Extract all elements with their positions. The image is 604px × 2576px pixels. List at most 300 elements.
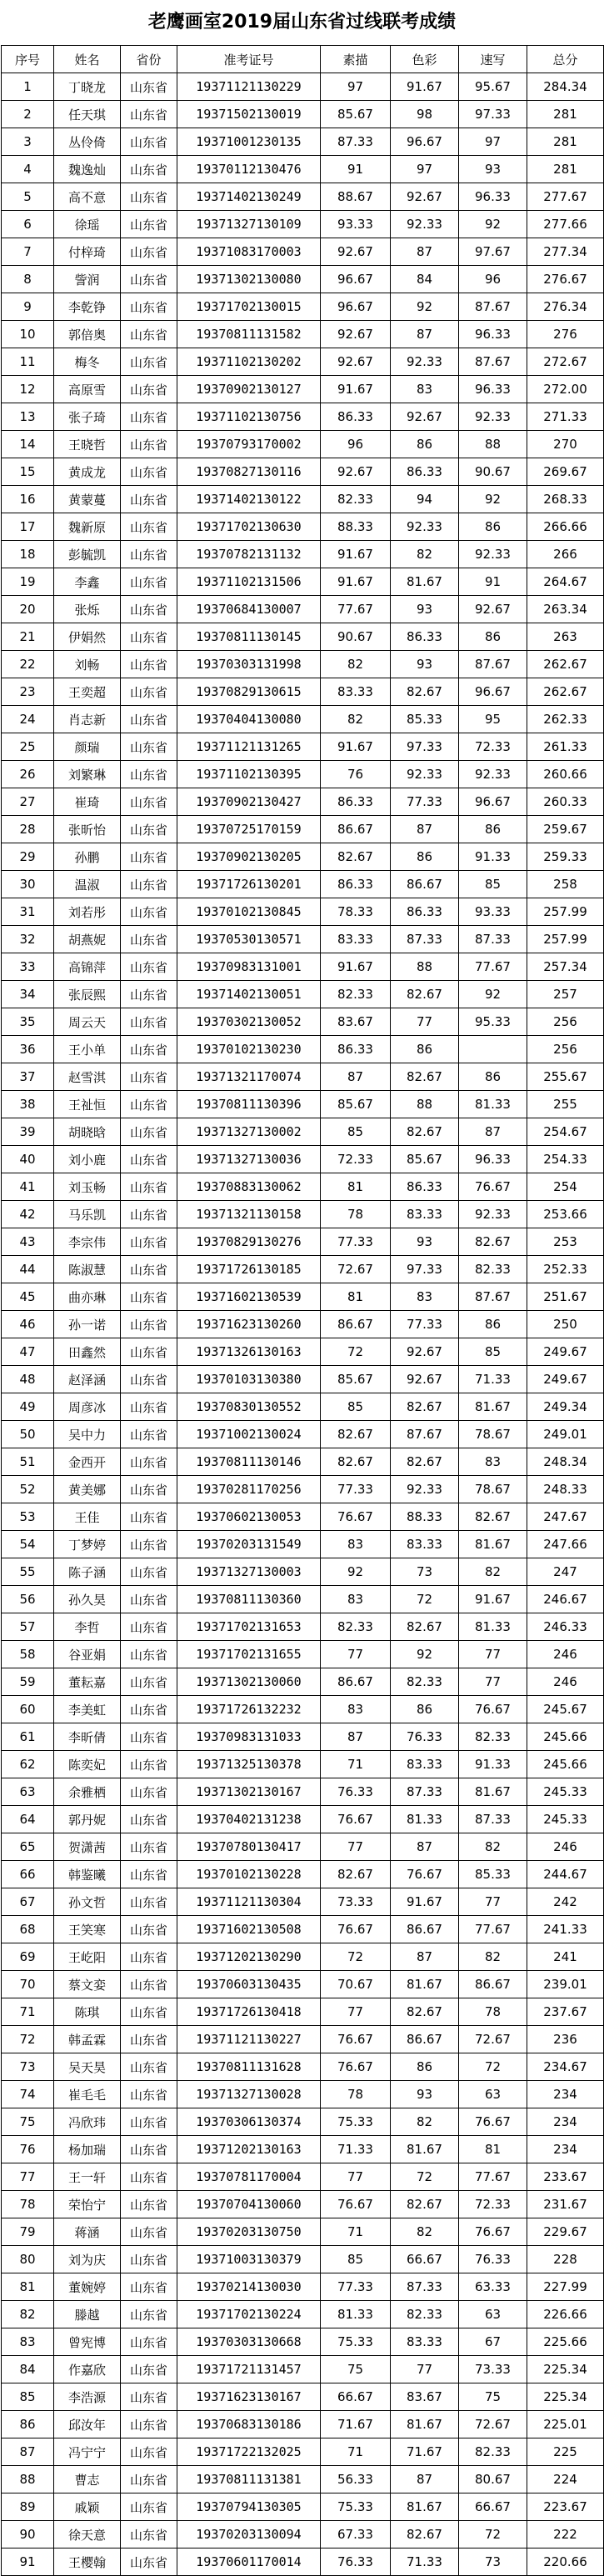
cell-color: 86 — [391, 431, 459, 458]
table-row — [2, 266, 604, 293]
cell-total: 254.33 — [527, 1146, 604, 1173]
cell-color: 82.67 — [391, 1118, 459, 1146]
cell-ticket: 19370112130476 — [177, 156, 321, 183]
cell-sketch: 82.67 — [321, 843, 391, 871]
cell-color: 84 — [391, 266, 459, 293]
cell-name: 王佳 — [54, 1503, 121, 1531]
cell-name: 孙久昊 — [54, 1586, 121, 1613]
cell-color: 87.67 — [391, 1421, 459, 1448]
cell-ticket: 19371102131506 — [177, 568, 321, 596]
cell-color: 97.33 — [391, 1256, 459, 1283]
cell-quick-sketch: 76.67 — [459, 1696, 527, 1723]
table-row — [2, 1943, 604, 1971]
cell-sketch: 77.33 — [321, 1476, 391, 1503]
cell-index: 58 — [2, 1641, 54, 1668]
cell-index: 54 — [2, 1531, 54, 1558]
cell-province: 山东省 — [121, 266, 177, 293]
cell-quick-sketch: 73 — [459, 2548, 527, 2576]
cell-sketch: 71.67 — [321, 2411, 391, 2438]
cell-sketch: 83.33 — [321, 678, 391, 706]
cell-ticket: 19370827130116 — [177, 458, 321, 486]
cell-ticket: 19371083170003 — [177, 238, 321, 266]
cell-total: 281 — [527, 101, 604, 128]
cell-sketch: 75 — [321, 2356, 391, 2383]
cell-index: 61 — [2, 1723, 54, 1751]
table-row — [2, 1448, 604, 1476]
cell-index: 35 — [2, 1008, 54, 1036]
table-row — [2, 1476, 604, 1503]
cell-ticket: 19370725170159 — [177, 816, 321, 843]
cell-province: 山东省 — [121, 1063, 177, 1091]
cell-name: 王奕超 — [54, 678, 121, 706]
cell-sketch: 85 — [321, 1118, 391, 1146]
cell-color: 82.67 — [391, 1063, 459, 1091]
cell-total: 234.67 — [527, 2053, 604, 2081]
cell-province: 山东省 — [121, 623, 177, 651]
cell-total: 263.34 — [527, 596, 604, 623]
table-row — [2, 788, 604, 816]
cell-total: 223.67 — [527, 2493, 604, 2521]
cell-sketch: 71 — [321, 2218, 391, 2246]
cell-quick-sketch: 82 — [459, 1833, 527, 1861]
cell-name: 孙一诺 — [54, 1311, 121, 1338]
cell-total: 276.34 — [527, 293, 604, 321]
cell-total: 259.67 — [527, 816, 604, 843]
cell-color: 92.33 — [391, 348, 459, 376]
cell-color: 92.33 — [391, 761, 459, 788]
cell-color: 82.67 — [391, 1998, 459, 2026]
cell-sketch: 90.67 — [321, 623, 391, 651]
cell-name: 崔毛毛 — [54, 2081, 121, 2108]
table-row — [2, 1201, 604, 1228]
table-row — [2, 1668, 604, 1696]
cell-color: 86.33 — [391, 1173, 459, 1201]
cell-sketch: 77 — [321, 1998, 391, 2026]
cell-ticket: 19370883130062 — [177, 1173, 321, 1201]
cell-quick-sketch: 63.33 — [459, 2273, 527, 2301]
cell-index: 44 — [2, 1256, 54, 1283]
cell-color: 82 — [391, 2108, 459, 2136]
cell-total: 242 — [527, 1888, 604, 1916]
cell-total: 258 — [527, 871, 604, 898]
cell-province: 山东省 — [121, 1971, 177, 1998]
cell-quick-sketch: 91.33 — [459, 843, 527, 871]
cell-index: 13 — [2, 403, 54, 431]
cell-ticket: 19370983131001 — [177, 953, 321, 981]
cell-quick-sketch: 81.67 — [459, 1393, 527, 1421]
cell-index: 77 — [2, 2163, 54, 2191]
table-row — [2, 1558, 604, 1586]
cell-sketch: 77 — [321, 1833, 391, 1861]
cell-sketch: 76.67 — [321, 2053, 391, 2081]
cell-province: 山东省 — [121, 1366, 177, 1393]
cell-total: 228 — [527, 2246, 604, 2273]
table-row — [2, 1888, 604, 1916]
table-row — [2, 1531, 604, 1558]
cell-name: 余雅栖 — [54, 1778, 121, 1806]
cell-index: 7 — [2, 238, 54, 266]
cell-color: 86 — [391, 843, 459, 871]
cell-province: 山东省 — [121, 238, 177, 266]
cell-name: 陈子涵 — [54, 1558, 121, 1586]
table-row — [2, 1998, 604, 2026]
cell-quick-sketch: 87.33 — [459, 1806, 527, 1833]
cell-province: 山东省 — [121, 2301, 177, 2328]
cell-index: 80 — [2, 2246, 54, 2273]
cell-province: 山东省 — [121, 981, 177, 1008]
cell-name: 金西开 — [54, 1448, 121, 1476]
cell-total: 234 — [527, 2108, 604, 2136]
cell-total: 261.33 — [527, 733, 604, 761]
cell-name: 谷亚娟 — [54, 1641, 121, 1668]
cell-index: 20 — [2, 596, 54, 623]
cell-color: 82.33 — [391, 1668, 459, 1696]
cell-total: 281 — [527, 156, 604, 183]
cell-index: 26 — [2, 761, 54, 788]
cell-sketch: 82.67 — [321, 1421, 391, 1448]
cell-total: 257.34 — [527, 953, 604, 981]
cell-ticket: 19370303130668 — [177, 2328, 321, 2356]
cell-province: 山东省 — [121, 1008, 177, 1036]
cell-quick-sketch: 91.67 — [459, 1586, 527, 1613]
cell-province: 山东省 — [121, 211, 177, 238]
cell-province: 山东省 — [121, 1916, 177, 1943]
table-row — [2, 2548, 604, 2576]
cell-ticket: 19371623130167 — [177, 2383, 321, 2411]
cell-ticket: 19370603130435 — [177, 1971, 321, 1998]
cell-quick-sketch: 81.67 — [459, 1531, 527, 1558]
cell-quick-sketch: 92 — [459, 981, 527, 1008]
cell-sketch: 72.67 — [321, 1256, 391, 1283]
cell-ticket: 19371702130630 — [177, 513, 321, 541]
cell-sketch: 85.67 — [321, 101, 391, 128]
cell-index: 30 — [2, 871, 54, 898]
cell-quick-sketch: 71.33 — [459, 1366, 527, 1393]
table-row — [2, 2356, 604, 2383]
cell-color: 82.67 — [391, 1393, 459, 1421]
cell-sketch: 88.33 — [321, 513, 391, 541]
cell-quick-sketch: 95 — [459, 706, 527, 733]
cell-province: 山东省 — [121, 2273, 177, 2301]
table-row — [2, 2191, 604, 2218]
cell-name: 刘若彤 — [54, 898, 121, 926]
cell-quick-sketch: 76.33 — [459, 2246, 527, 2273]
cell-index: 37 — [2, 1063, 54, 1091]
cell-ticket: 19370811131582 — [177, 321, 321, 348]
cell-total: 284.34 — [527, 73, 604, 101]
table-row — [2, 101, 604, 128]
cell-ticket: 19370902130427 — [177, 788, 321, 816]
cell-quick-sketch: 82.67 — [459, 1228, 527, 1256]
cell-total: 245.66 — [527, 1751, 604, 1778]
header-cell-total: 总分 — [527, 46, 604, 73]
table-row — [2, 73, 604, 101]
cell-index: 28 — [2, 816, 54, 843]
cell-province: 山东省 — [121, 1256, 177, 1283]
cell-index: 62 — [2, 1751, 54, 1778]
cell-color: 85.67 — [391, 1146, 459, 1173]
table-row — [2, 321, 604, 348]
cell-name: 张子琦 — [54, 403, 121, 431]
cell-total: 249.01 — [527, 1421, 604, 1448]
cell-name: 刘玉畅 — [54, 1173, 121, 1201]
table-row — [2, 2328, 604, 2356]
cell-province: 山东省 — [121, 1503, 177, 1531]
cell-quick-sketch: 87.33 — [459, 926, 527, 953]
cell-color: 72 — [391, 2163, 459, 2191]
cell-ticket: 19371726130201 — [177, 871, 321, 898]
cell-total: 257 — [527, 981, 604, 1008]
cell-total: 264.67 — [527, 568, 604, 596]
cell-color: 98 — [391, 101, 459, 128]
cell-quick-sketch: 86 — [459, 1311, 527, 1338]
cell-total: 225 — [527, 2438, 604, 2466]
cell-name: 胡燕妮 — [54, 926, 121, 953]
cell-name: 赵雪淇 — [54, 1063, 121, 1091]
cell-sketch: 86.33 — [321, 1036, 391, 1063]
table-row — [2, 458, 604, 486]
header-cell-province: 省份 — [121, 46, 177, 73]
cell-total: 236 — [527, 2026, 604, 2053]
cell-index: 83 — [2, 2328, 54, 2356]
cell-color: 77.33 — [391, 788, 459, 816]
cell-province: 山东省 — [121, 843, 177, 871]
cell-quick-sketch: 95.33 — [459, 1008, 527, 1036]
cell-total: 271.33 — [527, 403, 604, 431]
table-row — [2, 2521, 604, 2548]
cell-province: 山东省 — [121, 2218, 177, 2246]
cell-province: 山东省 — [121, 1806, 177, 1833]
cell-ticket: 19370203130750 — [177, 2218, 321, 2246]
cell-province: 山东省 — [121, 486, 177, 513]
cell-sketch: 93.33 — [321, 211, 391, 238]
cell-color: 87 — [391, 1833, 459, 1861]
cell-sketch: 67.33 — [321, 2521, 391, 2548]
cell-sketch: 96.67 — [321, 293, 391, 321]
cell-province: 山东省 — [121, 2521, 177, 2548]
cell-ticket: 19371702130224 — [177, 2301, 321, 2328]
cell-ticket: 19371302130060 — [177, 1668, 321, 1696]
cell-sketch: 77.67 — [321, 596, 391, 623]
cell-quick-sketch: 85 — [459, 871, 527, 898]
cell-sketch: 87 — [321, 1723, 391, 1751]
cell-ticket: 19371402130051 — [177, 981, 321, 1008]
header-cell-quick-sketch: 速写 — [459, 46, 527, 73]
cell-name: 高锦萍 — [54, 953, 121, 981]
cell-color: 92.67 — [391, 403, 459, 431]
cell-ticket: 19370530130571 — [177, 926, 321, 953]
cell-color: 83.33 — [391, 1751, 459, 1778]
cell-total: 225.34 — [527, 2356, 604, 2383]
cell-name: 李鑫 — [54, 568, 121, 596]
cell-total: 239.01 — [527, 1971, 604, 1998]
cell-province: 山东省 — [121, 2191, 177, 2218]
table-row — [2, 953, 604, 981]
cell-province: 山东省 — [121, 541, 177, 568]
table-row — [2, 348, 604, 376]
cell-name: 丛伶倚 — [54, 128, 121, 156]
cell-ticket: 19371702130015 — [177, 293, 321, 321]
cell-index: 34 — [2, 981, 54, 1008]
cell-province: 山东省 — [121, 2493, 177, 2521]
table-row — [2, 128, 604, 156]
cell-color: 87 — [391, 2466, 459, 2493]
cell-quick-sketch: 88 — [459, 431, 527, 458]
cell-color: 87 — [391, 816, 459, 843]
cell-color: 87.33 — [391, 2273, 459, 2301]
cell-quick-sketch: 82.67 — [459, 1503, 527, 1531]
cell-province: 山东省 — [121, 1888, 177, 1916]
cell-name: 曲亦琳 — [54, 1283, 121, 1311]
cell-total: 262.33 — [527, 706, 604, 733]
cell-color: 81.67 — [391, 2411, 459, 2438]
cell-name: 曾宪博 — [54, 2328, 121, 2356]
cell-province: 山东省 — [121, 1998, 177, 2026]
cell-name: 董耘嘉 — [54, 1668, 121, 1696]
cell-total: 277.67 — [527, 183, 604, 211]
cell-quick-sketch: 78.67 — [459, 1421, 527, 1448]
cell-index: 39 — [2, 1118, 54, 1146]
cell-name: 黄蒙蔓 — [54, 486, 121, 513]
cell-sketch: 72 — [321, 1338, 391, 1366]
cell-ticket: 19370829130276 — [177, 1228, 321, 1256]
cell-quick-sketch: 76.67 — [459, 2218, 527, 2246]
cell-index: 25 — [2, 733, 54, 761]
cell-name: 荣怡宁 — [54, 2191, 121, 2218]
cell-sketch: 71 — [321, 1751, 391, 1778]
cell-name: 訾润 — [54, 266, 121, 293]
cell-color: 87 — [391, 238, 459, 266]
cell-index: 66 — [2, 1861, 54, 1888]
cell-province: 山东省 — [121, 706, 177, 733]
cell-index: 86 — [2, 2411, 54, 2438]
cell-quick-sketch: 77 — [459, 1888, 527, 1916]
cell-index: 41 — [2, 1173, 54, 1201]
table-row — [2, 871, 604, 898]
cell-name: 冯欣玮 — [54, 2108, 121, 2136]
table-row — [2, 1063, 604, 1091]
cell-ticket: 19371121130304 — [177, 1888, 321, 1916]
cell-province: 山东省 — [121, 2383, 177, 2411]
cell-color: 87 — [391, 321, 459, 348]
cell-ticket: 19371726132232 — [177, 1696, 321, 1723]
cell-quick-sketch: 96.33 — [459, 376, 527, 403]
cell-total: 257.99 — [527, 926, 604, 953]
header-cell-ticket: 准考证号 — [177, 46, 321, 73]
cell-name: 李昕倩 — [54, 1723, 121, 1751]
cell-quick-sketch: 97 — [459, 128, 527, 156]
cell-total: 266 — [527, 541, 604, 568]
table-row — [2, 403, 604, 431]
cell-total: 231.67 — [527, 2191, 604, 2218]
cell-province: 山东省 — [121, 2163, 177, 2191]
cell-color: 94 — [391, 486, 459, 513]
cell-province: 山东省 — [121, 2136, 177, 2163]
cell-province: 山东省 — [121, 431, 177, 458]
header-cell-color: 色彩 — [391, 46, 459, 73]
cell-province: 山东省 — [121, 73, 177, 101]
header-cell-name: 姓名 — [54, 46, 121, 73]
cell-province: 山东省 — [121, 2438, 177, 2466]
cell-index: 67 — [2, 1888, 54, 1916]
cell-ticket: 19370830130552 — [177, 1393, 321, 1421]
cell-province: 山东省 — [121, 1751, 177, 1778]
cell-quick-sketch: 72 — [459, 2053, 527, 2081]
table-row — [2, 651, 604, 678]
cell-name: 滕越 — [54, 2301, 121, 2328]
cell-ticket: 19370302130052 — [177, 1008, 321, 1036]
cell-quick-sketch: 86.67 — [459, 1971, 527, 1998]
cell-sketch: 83 — [321, 1586, 391, 1613]
table-row — [2, 1173, 604, 1201]
cell-total: 249.34 — [527, 1393, 604, 1421]
table-row — [2, 1971, 604, 1998]
cell-quick-sketch: 92.33 — [459, 761, 527, 788]
cell-index: 32 — [2, 926, 54, 953]
cell-sketch: 92.67 — [321, 321, 391, 348]
cell-ticket: 19371327130003 — [177, 1558, 321, 1586]
cell-ticket: 19371327130028 — [177, 2081, 321, 2108]
cell-quick-sketch: 97.67 — [459, 238, 527, 266]
cell-province: 山东省 — [121, 1586, 177, 1613]
cell-index: 85 — [2, 2383, 54, 2411]
cell-ticket: 19371327130002 — [177, 1118, 321, 1146]
cell-quick-sketch: 96.33 — [459, 1146, 527, 1173]
cell-quick-sketch: 63 — [459, 2081, 527, 2108]
cell-total: 259.33 — [527, 843, 604, 871]
cell-quick-sketch: 92.33 — [459, 541, 527, 568]
table-row — [2, 2466, 604, 2493]
cell-quick-sketch: 82.33 — [459, 1256, 527, 1283]
cell-ticket: 19370902130127 — [177, 376, 321, 403]
table-row — [2, 431, 604, 458]
cell-ticket: 19370203130094 — [177, 2521, 321, 2548]
table-row — [2, 2163, 604, 2191]
cell-quick-sketch: 92 — [459, 211, 527, 238]
cell-name: 刘为庆 — [54, 2246, 121, 2273]
cell-ticket: 19371726130185 — [177, 1256, 321, 1283]
cell-ticket: 19371121130227 — [177, 2026, 321, 2053]
cell-name: 蒋涵 — [54, 2218, 121, 2246]
cell-color: 82.67 — [391, 1448, 459, 1476]
cell-index: 88 — [2, 2466, 54, 2493]
cell-ticket: 19371502130019 — [177, 101, 321, 128]
cell-color: 92 — [391, 293, 459, 321]
cell-color: 77 — [391, 2356, 459, 2383]
cell-name: 杨加瑞 — [54, 2136, 121, 2163]
cell-quick-sketch: 96.33 — [459, 321, 527, 348]
cell-sketch: 56.33 — [321, 2466, 391, 2493]
cell-index: 76 — [2, 2136, 54, 2163]
cell-sketch: 72 — [321, 1943, 391, 1971]
cell-sketch: 77 — [321, 2163, 391, 2191]
cell-quick-sketch: 78 — [459, 1998, 527, 2026]
cell-ticket: 19371003130379 — [177, 2246, 321, 2273]
cell-quick-sketch: 86 — [459, 816, 527, 843]
cell-province: 山东省 — [121, 1118, 177, 1146]
cell-name: 高不意 — [54, 183, 121, 211]
cell-color: 87.33 — [391, 926, 459, 953]
cell-color: 87.33 — [391, 1778, 459, 1806]
cell-index: 31 — [2, 898, 54, 926]
cell-province: 山东省 — [121, 596, 177, 623]
table-body — [2, 73, 604, 2576]
cell-total: 245.67 — [527, 1696, 604, 1723]
cell-sketch: 76.67 — [321, 1503, 391, 1531]
cell-ticket: 19370704130060 — [177, 2191, 321, 2218]
cell-province: 山东省 — [121, 156, 177, 183]
cell-sketch: 71.33 — [321, 2136, 391, 2163]
